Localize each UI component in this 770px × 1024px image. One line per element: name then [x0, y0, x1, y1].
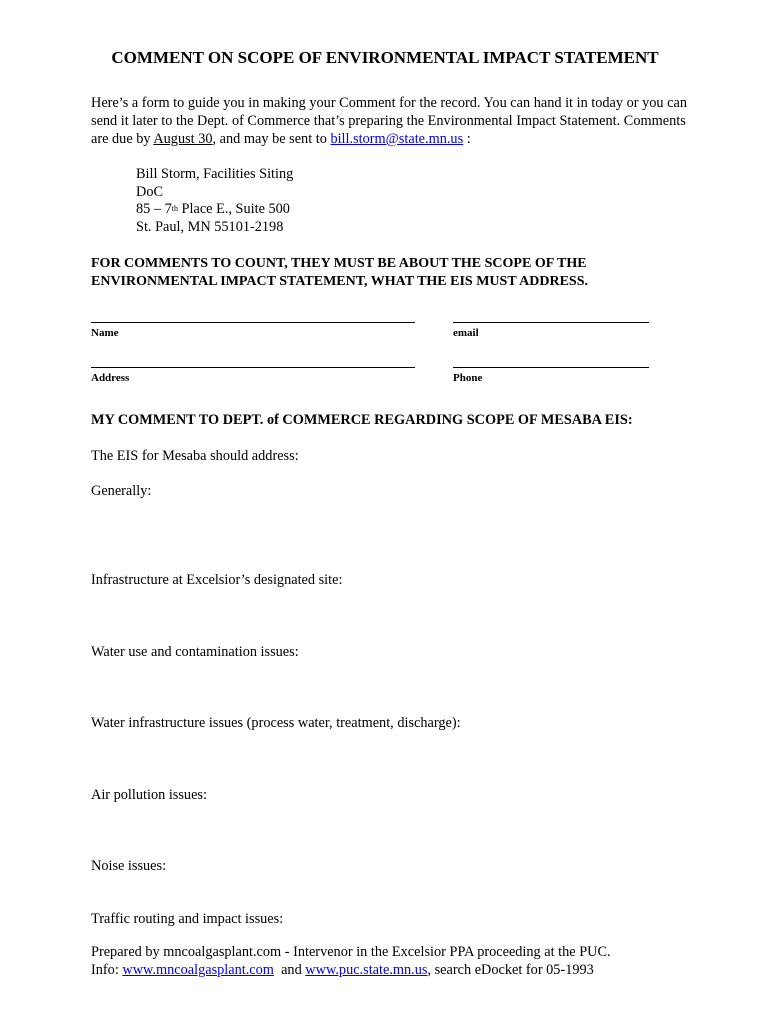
intro-paragraph — [91, 94, 691, 148]
prompt-water-infrastructure: Water infrastructure issues (process water, treatment, discharge): — [91, 715, 461, 731]
prompt-infrastructure: Infrastructure at Excelsior’s designated site: — [91, 572, 343, 588]
email-field-line[interactable] — [453, 322, 649, 323]
phone-field-label: Phone — [453, 372, 483, 384]
address-field-label: Address — [91, 372, 130, 384]
prompt-noise: Noise issues: — [91, 858, 167, 874]
comment-heading: MY COMMENT TO DEPT. of COMMERCE REGARDING SCOPE OF MESABA EIS: — [91, 412, 633, 428]
prompt-intro: The EIS for Mesaba should address: — [91, 448, 299, 464]
email-field-label: email — [453, 327, 479, 339]
intro-text-2: , and may be sent to — [212, 131, 331, 147]
page-title: COMMENT ON SCOPE OF ENVIRONMENTAL IMPACT STATEMENT — [111, 48, 659, 67]
mncoalgasplant-link[interactable]: www.mncoalgasplant.com — [122, 962, 274, 978]
email-link[interactable]: bill.storm@state.mn.us — [330, 131, 464, 147]
name-field-label: Name — [91, 327, 119, 339]
notice-text: FOR COMMENTS TO COUNT, THEY MUST BE ABOUT THE SCOPE OF THE ENVIRONMENTAL IMPACT STATEMENT, WHAT THE EIS MUST ADDRESS. — [91, 256, 588, 289]
address-line-3: 85 – 7th Place E., Suite 500 — [136, 201, 290, 217]
footer — [91, 943, 711, 979]
prompt-water-use: Water use and contamination issues: — [91, 644, 299, 660]
phone-field-line[interactable] — [453, 367, 649, 368]
address-line-1: Bill Storm, Facilities Siting — [136, 166, 294, 182]
due-date: August 30 — [153, 131, 213, 147]
address-line-4: St. Paul, MN 55101-2198 — [136, 218, 284, 235]
footer-line-1: Prepared by mncoalgasplant.com - Intervenor in the Excelsior PPA proceeding at the PUC. — [91, 944, 611, 960]
intro-text-3: : — [463, 131, 471, 147]
prompt-air-pollution: Air pollution issues: — [91, 787, 207, 803]
name-field-line[interactable] — [91, 322, 415, 323]
puc-link[interactable]: www.puc.state.mn.us — [305, 962, 428, 978]
footer-line-2: Info: www.mncoalgasplant.com and www.puc.state.mn.us, search eDocket for 05-1993 — [91, 962, 594, 978]
prompt-generally: Generally: — [91, 483, 152, 499]
mailing-address — [136, 166, 293, 236]
intro-text: Here’s a form to guide you in making your Comment for the record. You can hand it in today or you can send it later to the Dept. of Commerce that’s preparing the Environmental Impact Statement. Comments are due by — [91, 95, 687, 147]
prompt-traffic: Traffic routing and impact issues: — [91, 911, 284, 927]
address-field-line[interactable] — [91, 367, 415, 368]
address-line-2: DoC — [136, 183, 164, 200]
